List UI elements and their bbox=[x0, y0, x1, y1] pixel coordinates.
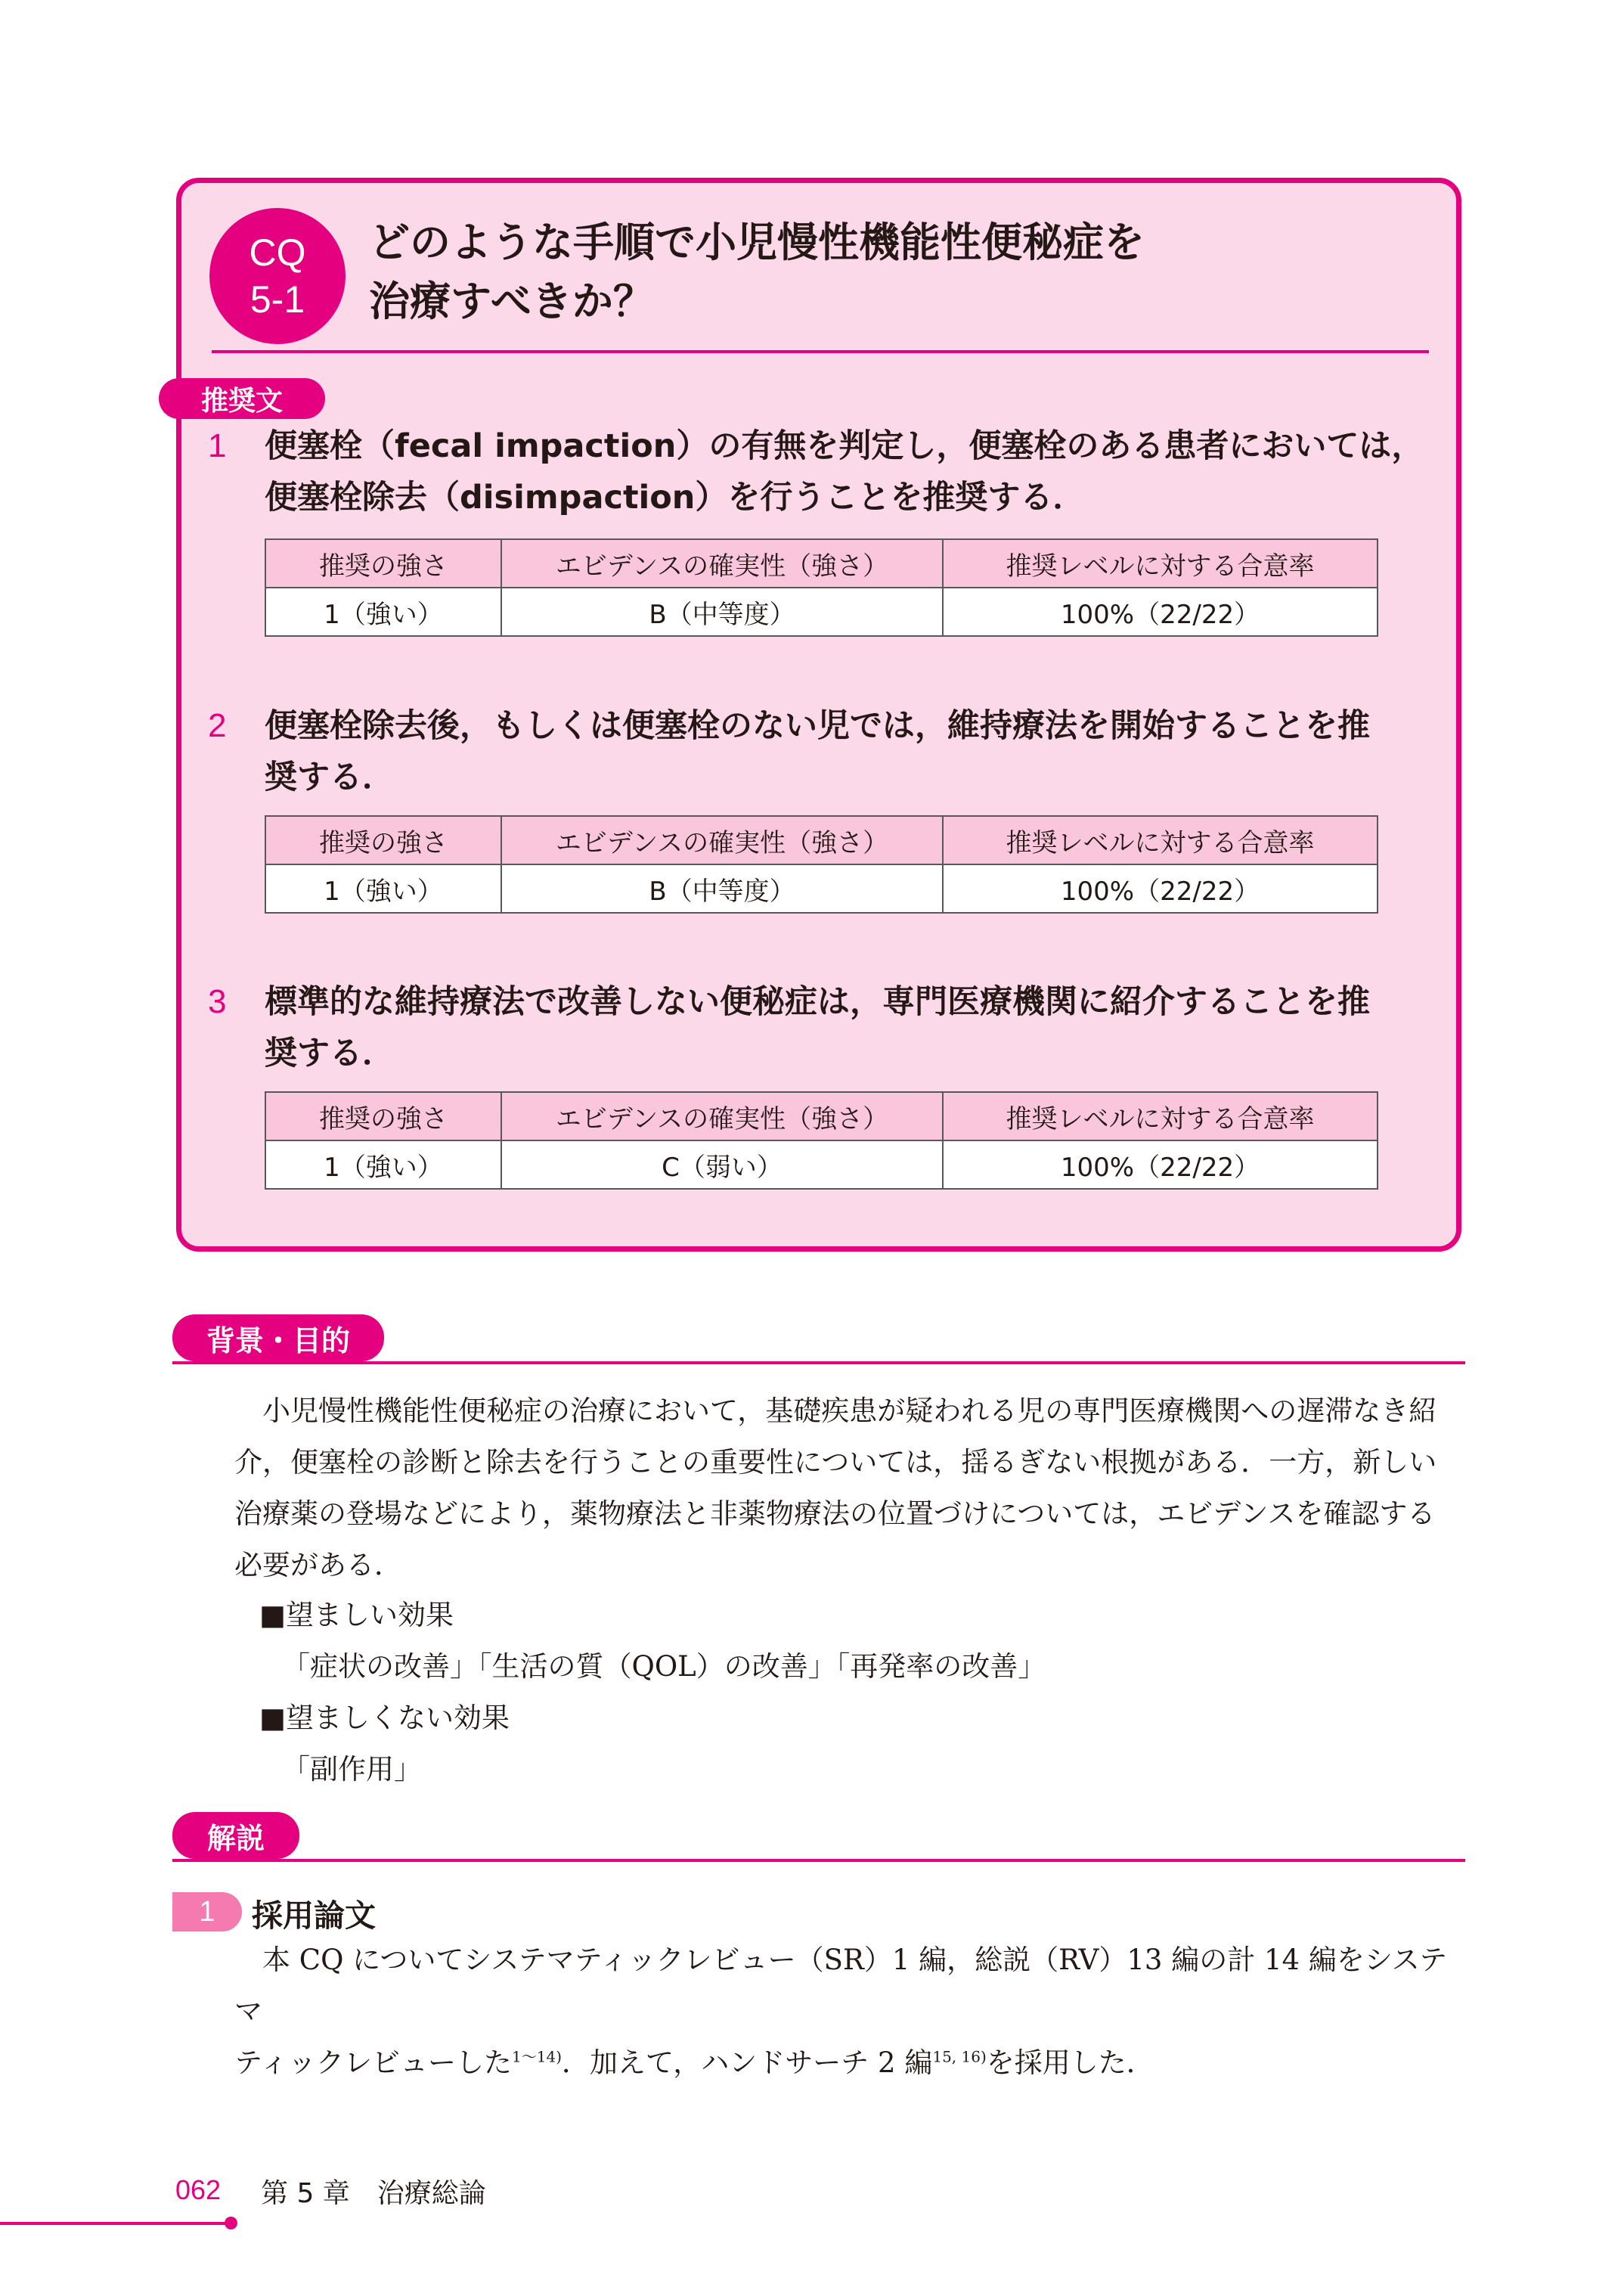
background-line3: 治療薬の登場などにより，薬物療法と非薬物療法の位置づけについては，エビデンスを確認する bbox=[234, 1497, 1436, 1530]
grade-table-header-row bbox=[265, 816, 1378, 864]
undesirable-effects-heading: ■望ましくない効果 bbox=[259, 1702, 510, 1734]
value-strength: 1（強い） bbox=[265, 588, 501, 636]
recommendation-3-line2: 奨する． bbox=[265, 1035, 395, 1072]
commentary-divider bbox=[172, 1859, 1465, 1862]
cq-title-line2: 治療すべきか？ bbox=[369, 278, 654, 325]
recommendation-2-grade-table bbox=[265, 815, 1378, 914]
recommendation-3-number: 3 bbox=[208, 983, 227, 1020]
grade-table-value-row bbox=[265, 588, 1378, 636]
grade-table-header-row bbox=[265, 1092, 1378, 1140]
recommendation-1-line1: 便塞栓（fecal impaction）の有無を判定し，便塞栓のある患者においては， bbox=[265, 427, 1424, 465]
value-evidence: C（弱い） bbox=[501, 1140, 943, 1189]
commentary-line2-c: を採用した． bbox=[986, 2046, 1154, 2079]
cq-badge-label: CQ bbox=[249, 231, 306, 274]
header-strength: 推奨の強さ bbox=[265, 816, 501, 864]
recommendation-2-line1: 便塞栓除去後，もしくは便塞栓のない児では，維持療法を開始することを推 bbox=[265, 707, 1370, 745]
recommendation-tab: 推奨文 bbox=[159, 378, 325, 419]
commentary-line1: 本 CQ についてシステマティックレビュー（SR）1 編，総説（RV）13 編の計 14 編をシステマ bbox=[234, 1944, 1447, 2028]
header-evidence: エビデンスの確実性（強さ） bbox=[501, 816, 943, 864]
desirable-effects-heading: ■望ましい効果 bbox=[259, 1599, 454, 1631]
header-evidence: エビデンスの確実性（強さ） bbox=[501, 1092, 943, 1140]
cq-title-line1: どのような手順で小児慢性機能性便秘症を bbox=[369, 219, 1145, 266]
page-number: 062 bbox=[175, 2174, 222, 2205]
value-evidence: B（中等度） bbox=[501, 864, 943, 913]
value-agreement: 100%（22/22） bbox=[943, 1140, 1378, 1189]
commentary-line2-b: ．加えて，ハンドサーチ 2 編 bbox=[562, 2046, 933, 2079]
background-paragraph bbox=[234, 1385, 1474, 1591]
grade-table-value-row bbox=[265, 864, 1378, 913]
recommendation-2-line2: 奨する． bbox=[265, 759, 395, 796]
value-evidence: B（中等度） bbox=[501, 588, 943, 636]
desirable-effects-items: 「症状の改善」「生活の質（QOL）の改善」「再発率の改善」 bbox=[282, 1650, 1046, 1683]
commentary-paragraph bbox=[234, 1935, 1474, 2089]
header-agreement: 推奨レベルに対する合意率 bbox=[943, 539, 1378, 588]
cq-title bbox=[369, 213, 1427, 331]
reference-15-16: 15, 16) bbox=[932, 2047, 987, 2066]
header-strength: 推奨の強さ bbox=[265, 539, 501, 588]
grade-table-value-row bbox=[265, 1140, 1378, 1189]
subsection-1-title: 採用論文 bbox=[252, 1897, 376, 1934]
chapter-title: 第 5 章 治療総論 bbox=[261, 2178, 486, 2209]
recommendation-1-line2: 便塞栓除去（disimpaction）を行うことを推奨する． bbox=[265, 479, 1086, 517]
cq-badge-number: 5-1 bbox=[249, 278, 305, 321]
effects-list bbox=[259, 1590, 1393, 1795]
value-agreement: 100%（22/22） bbox=[943, 864, 1378, 913]
recommendation-3-text bbox=[265, 976, 1444, 1079]
recommendation-2-number: 2 bbox=[208, 707, 227, 744]
recommendation-2-text bbox=[265, 700, 1444, 803]
footer-rule bbox=[0, 2222, 231, 2225]
background-line1: 小児慢性機能性便秘症の治療において，基礎疾患が疑われる児の専門医療機関への遅滞なき紹 bbox=[234, 1395, 1437, 1427]
header-strength: 推奨の強さ bbox=[265, 1092, 501, 1140]
value-agreement: 100%（22/22） bbox=[943, 588, 1378, 636]
recommendation-3-grade-table bbox=[265, 1091, 1378, 1190]
cq-badge bbox=[209, 208, 346, 344]
recommendation-1-grade-table bbox=[265, 538, 1378, 637]
commentary-tab: 解説 bbox=[172, 1812, 299, 1859]
value-strength: 1（強い） bbox=[265, 1140, 501, 1189]
reference-1-14: 1〜14) bbox=[512, 2047, 563, 2066]
subsection-1-number: 1 bbox=[172, 1892, 242, 1932]
grade-table-header-row bbox=[265, 539, 1378, 588]
recommendation-1-text bbox=[265, 420, 1444, 523]
background-divider bbox=[172, 1361, 1465, 1364]
undesirable-effects-items: 「副作用」 bbox=[282, 1753, 422, 1786]
header-agreement: 推奨レベルに対する合意率 bbox=[943, 816, 1378, 864]
background-line4: 必要がある． bbox=[234, 1549, 402, 1581]
cq-title-divider bbox=[212, 350, 1429, 353]
header-agreement: 推奨レベルに対する合意率 bbox=[943, 1092, 1378, 1140]
commentary-line2-a: ティックレビューした bbox=[234, 2046, 513, 2079]
value-strength: 1（強い） bbox=[265, 864, 501, 913]
background-tab: 背景・目的 bbox=[172, 1314, 384, 1361]
recommendation-3-line1: 標準的な維持療法で改善しない便秘症は，専門医療機関に紹介することを推 bbox=[265, 983, 1370, 1021]
recommendation-1-number: 1 bbox=[208, 427, 227, 464]
footer-dot bbox=[225, 2217, 237, 2229]
header-evidence: エビデンスの確実性（強さ） bbox=[501, 539, 943, 588]
background-line2: 介，便塞栓の診断と除去を行うことの重要性については，揺るぎない根拠がある．一方，新しい bbox=[234, 1446, 1437, 1479]
commentary-line2 bbox=[234, 2037, 1474, 2089]
